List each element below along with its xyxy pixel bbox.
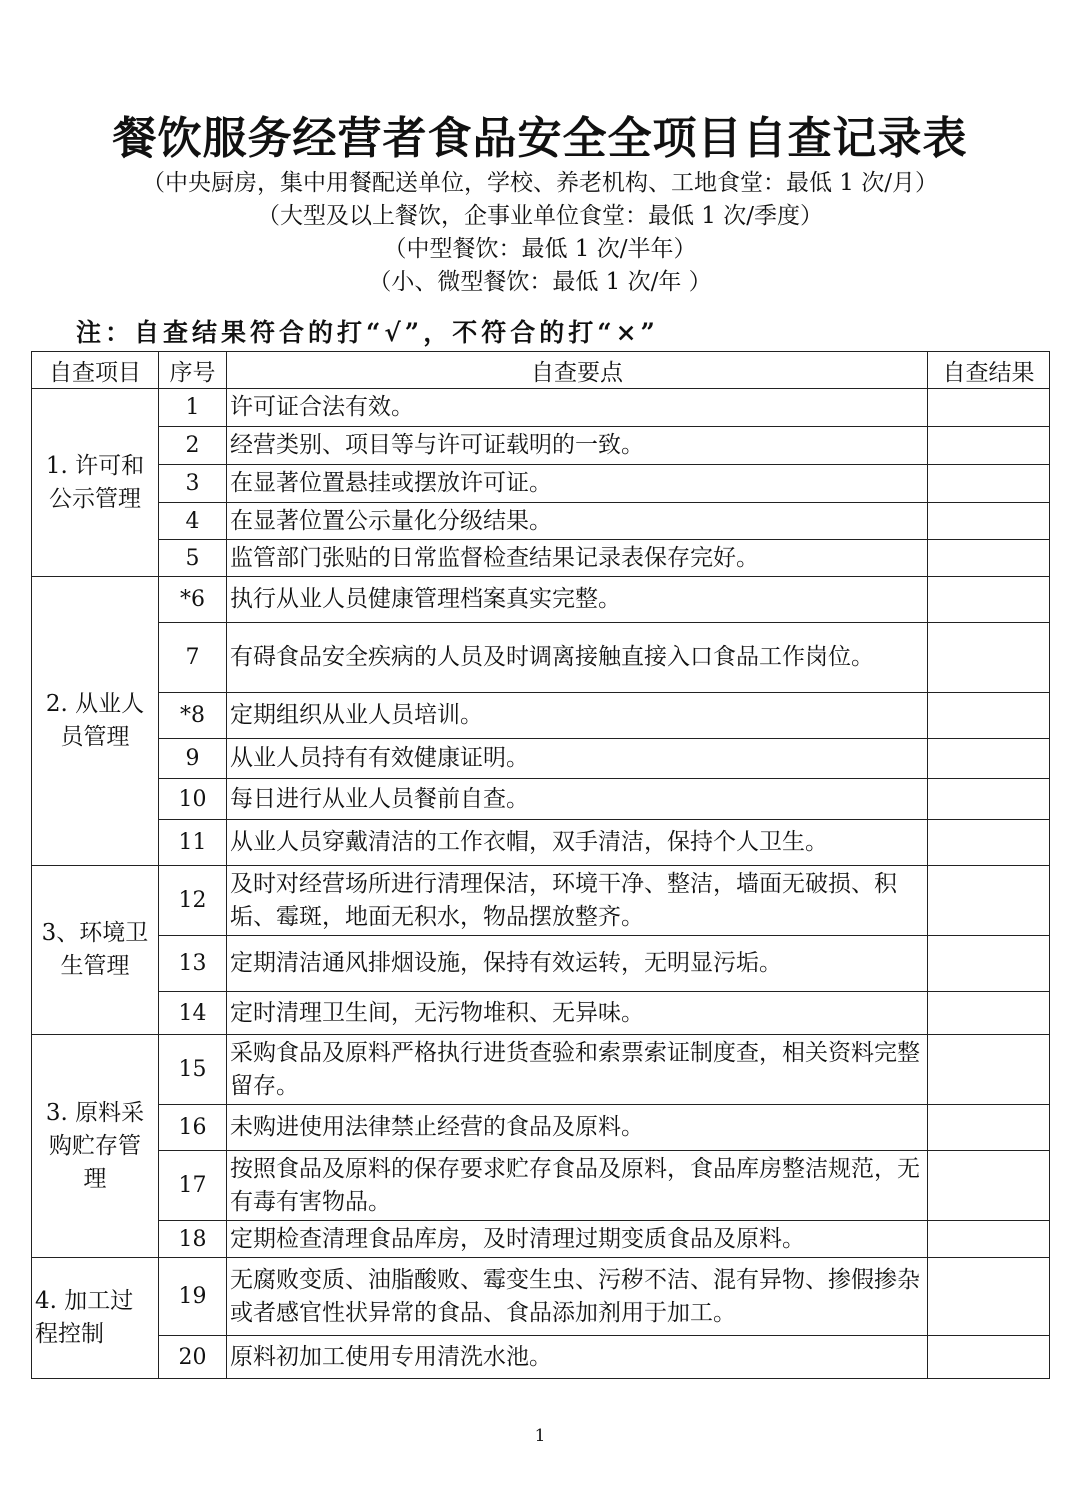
item-number: *6	[159, 577, 227, 623]
result-cell[interactable]	[928, 739, 1050, 779]
category-cell: 2. 从业人 员管理	[32, 577, 159, 866]
item-number: 18	[159, 1221, 227, 1258]
table-header-row	[32, 352, 1050, 389]
result-cell[interactable]	[928, 577, 1050, 623]
check-point-text: 按照食品及原料的保存要求贮存食品及原料，食品库房整洁规范，无有毒有害物品。	[227, 1151, 928, 1221]
table-row	[32, 1258, 1050, 1336]
category-cell: 1. 许可和 公示管理	[32, 389, 159, 577]
item-number: 3	[159, 465, 227, 503]
result-cell[interactable]	[928, 820, 1050, 866]
result-cell[interactable]	[928, 866, 1050, 936]
table-body	[32, 389, 1050, 1379]
check-point-text: 未购进使用法律禁止经营的食品及原料。	[227, 1105, 928, 1151]
item-number: 17	[159, 1151, 227, 1221]
item-number: *8	[159, 693, 227, 739]
check-point-text: 每日进行从业人员餐前自查。	[227, 779, 928, 820]
header-item: 自查项目	[32, 352, 159, 389]
table-row	[32, 1336, 1050, 1379]
table-row	[32, 389, 1050, 427]
item-number: 9	[159, 739, 227, 779]
header-result: 自查结果	[928, 352, 1050, 389]
instruction-note: 注：自查结果符合的打“√”，不符合的打“×”	[76, 318, 659, 347]
result-cell[interactable]	[928, 1336, 1050, 1379]
item-number: 14	[159, 992, 227, 1035]
check-point-text: 采购食品及原料严格执行进货查验和索票索证制度查，相关资料完整留存。	[227, 1035, 928, 1105]
result-cell[interactable]	[928, 465, 1050, 503]
item-number: 11	[159, 820, 227, 866]
result-cell[interactable]	[928, 503, 1050, 540]
check-point-text: 经营类别、项目等与许可证载明的一致。	[227, 427, 928, 465]
item-number: 20	[159, 1336, 227, 1379]
frequency-line-2: （大型及以上餐饮，企事业单位食堂：最低 1 次/季度）	[256, 203, 823, 229]
check-point-text: 监管部门张贴的日常监督检查结果记录表保存完好。	[227, 540, 928, 577]
check-point-text: 无腐败变质、油脂酸败、霉变生虫、污秽不洁、混有异物、掺假掺杂或者感官性状异常的食品、食品添加剂用于加工。	[227, 1258, 928, 1336]
result-cell[interactable]	[928, 1151, 1050, 1221]
item-number: 4	[159, 503, 227, 540]
table-row	[32, 503, 1050, 540]
table-row	[32, 779, 1050, 820]
table-row	[32, 1221, 1050, 1258]
item-number: 13	[159, 936, 227, 992]
header-number: 序号	[159, 352, 227, 389]
item-number: 15	[159, 1035, 227, 1105]
item-number: 19	[159, 1258, 227, 1336]
table-row	[32, 866, 1050, 936]
result-cell[interactable]	[928, 1221, 1050, 1258]
table-row	[32, 739, 1050, 779]
result-cell[interactable]	[928, 779, 1050, 820]
result-cell[interactable]	[928, 540, 1050, 577]
result-cell[interactable]	[928, 1105, 1050, 1151]
frequency-line-1: （中央厨房，集中用餐配送单位，学校、养老机构、工地食堂：最低 1 次/月）	[141, 170, 938, 196]
result-cell[interactable]	[928, 936, 1050, 992]
table-row	[32, 623, 1050, 693]
check-point-text: 及时对经营场所进行清理保洁，环境干净、整洁，墙面无破损、积垢、霉斑，地面无积水，物品摆放整齐。	[227, 866, 928, 936]
result-cell[interactable]	[928, 427, 1050, 465]
result-cell[interactable]	[928, 693, 1050, 739]
category-cell: 3、环境卫 生管理	[32, 866, 159, 1035]
document-title: 餐饮服务经营者食品安全全项目自查记录表	[112, 113, 968, 164]
header-points: 自查要点	[227, 352, 928, 389]
result-cell[interactable]	[928, 623, 1050, 693]
item-number: 5	[159, 540, 227, 577]
check-point-text: 定期清洁通风排烟设施，保持有效运转，无明显污垢。	[227, 936, 928, 992]
table-row	[32, 577, 1050, 623]
check-point-text: 许可证合法有效。	[227, 389, 928, 427]
result-cell[interactable]	[928, 1035, 1050, 1105]
item-number: 10	[159, 779, 227, 820]
frequency-line-3: （中型餐饮：最低 1 次/半年）	[383, 236, 697, 262]
check-point-text: 从业人员穿戴清洁的工作衣帽，双手清洁，保持个人卫生。	[227, 820, 928, 866]
category-cell: 4. 加工过 程控制	[32, 1258, 159, 1379]
check-point-text: 定期组织从业人员培训。	[227, 693, 928, 739]
check-point-text: 有碍食品安全疾病的人员及时调离接触直接入口食品工作岗位。	[227, 623, 928, 693]
table-row	[32, 1035, 1050, 1105]
check-point-text: 定时清理卫生间，无污物堆积、无异味。	[227, 992, 928, 1035]
check-point-text: 原料初加工使用专用清洗水池。	[227, 1336, 928, 1379]
frequency-line-4: （小、微型餐饮：最低 1 次/年 ）	[368, 269, 712, 295]
check-point-text: 从业人员持有有效健康证明。	[227, 739, 928, 779]
item-number: 7	[159, 623, 227, 693]
item-number: 16	[159, 1105, 227, 1151]
item-number: 2	[159, 427, 227, 465]
table-row	[32, 1151, 1050, 1221]
table-row	[32, 693, 1050, 739]
table-row	[32, 820, 1050, 866]
result-cell[interactable]	[928, 992, 1050, 1035]
check-point-text: 在显著位置公示量化分级结果。	[227, 503, 928, 540]
page-number: 1	[534, 1426, 546, 1446]
table-row	[32, 936, 1050, 992]
result-cell[interactable]	[928, 1258, 1050, 1336]
table-row	[32, 465, 1050, 503]
check-point-text: 在显著位置悬挂或摆放许可证。	[227, 465, 928, 503]
check-point-text: 执行从业人员健康管理档案真实完整。	[227, 577, 928, 623]
result-cell[interactable]	[928, 389, 1050, 427]
table-row	[32, 540, 1050, 577]
category-cell: 3. 原料采 购贮存管 理	[32, 1035, 159, 1258]
check-point-text: 定期检查清理食品库房，及时清理过期变质食品及原料。	[227, 1221, 928, 1258]
item-number: 1	[159, 389, 227, 427]
table-row	[32, 1105, 1050, 1151]
self-check-table	[31, 351, 1050, 1379]
item-number: 12	[159, 866, 227, 936]
table-row	[32, 427, 1050, 465]
table-row	[32, 992, 1050, 1035]
